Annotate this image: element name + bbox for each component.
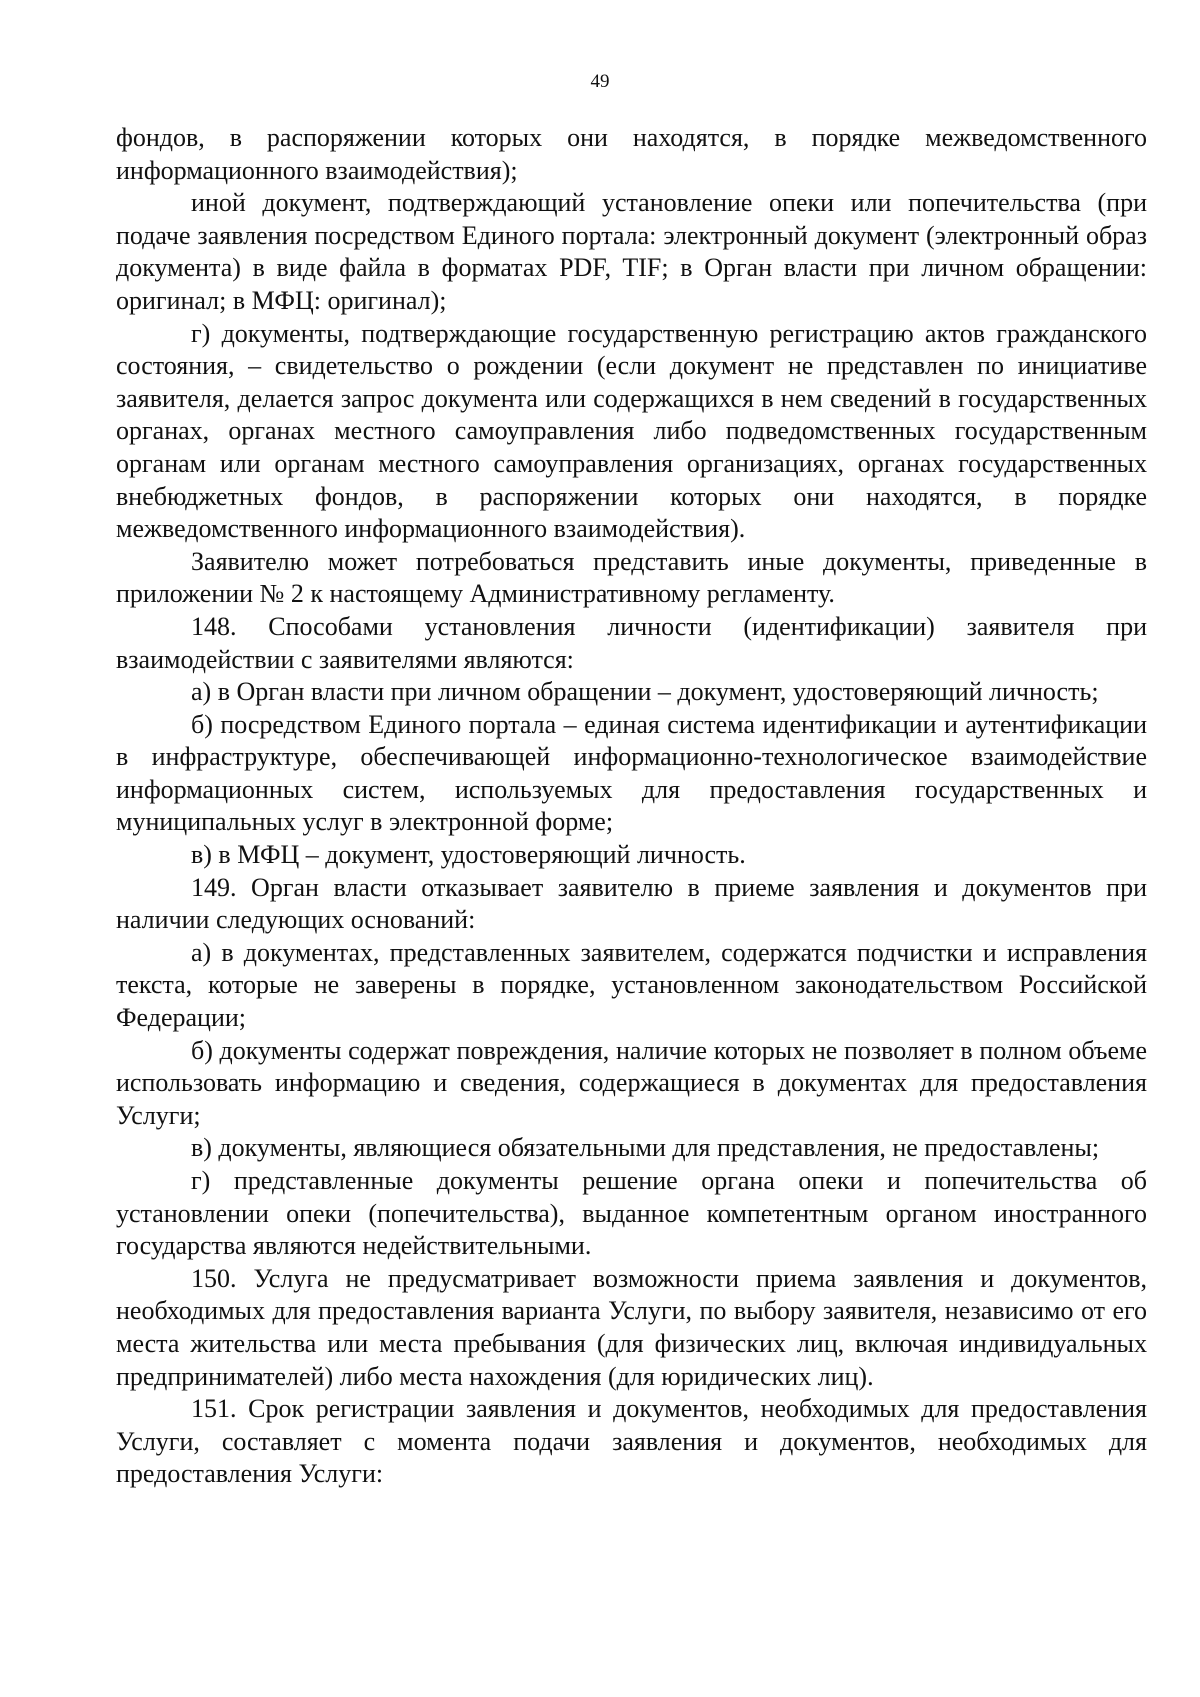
paragraph-150: 150. Услуга не предусматривает возможности приема заявления и документов, необходимых для предоставления варианта Услуги, по выбору заявителя, независимо от его места жительства или места пребывания (для физических лиц, включая индивидуальных предпринимателей) либо места нахождения (для юридических лиц). [116, 1263, 1147, 1391]
paragraph-148-a: а) в Орган власти при личном обращении – документ, удостоверяющий личность; [191, 677, 1099, 707]
paragraph-other-documents: Заявителю может потребоваться представить иные документы, приведенные в приложении № 2 к настоящему Административному регламенту. [116, 546, 1147, 609]
paragraph-149-v: в) документы, являющиеся обязательными для представления, не предоставлены; [191, 1133, 1100, 1163]
paragraph-guardianship-document: иной документ, подтверждающий установление опеки или попечительства (при подаче заявления посредством Единого портала: электронный документ (электронный образ документа) в виде файла в форматах PDF, TIF; в Орган власти при личном обращении: оригинал; в МФЦ: оригинал); [116, 188, 1147, 315]
paragraph-148-v: в) в МФЦ – документ, удостоверяющий личность. [191, 840, 746, 870]
paragraph-continuation: фондов, в распоряжении которых они находятся, в порядке межведомственного информационного взаимодействия); [116, 123, 1147, 185]
paragraph-149-g: г) представленные документы решение органа опеки и попечительства об установлении опеки (попечительства), выданное компетентным органом иностранного государства являются недействительными. [116, 1166, 1147, 1261]
document-body [116, 122, 1147, 1491]
paragraph-civil-status-documents: г) документы, подтверждающие государственную регистрацию актов гражданского состояния, – свидетельство о рождении (если документ не представлен по инициативе заявителя, делается запрос документа или содержащихся в нем сведений в государственных органах, органах местного самоуправления либо подведомственных государственным органам или органам местного самоуправления организациях, органах государственных внебюджетных фондов, в распоряжении которых они находятся, в порядке межведомственного информационного взаимодействия). [116, 318, 1147, 544]
paragraph-148: 148. Способами установления личности (идентификации) заявителя при взаимодействии с заявителями являются: [116, 611, 1147, 674]
paragraph-151: 151. Срок регистрации заявления и документов, необходимых для предоставления Услуги, составляет с момента подачи заявления и документов, необходимых для предоставления Услуги: [116, 1394, 1147, 1489]
paragraph-149-b: б) документы содержат повреждения, наличие которых не позволяет в полном объеме использовать информацию и сведения, содержащиеся в документах для предоставления Услуги; [116, 1035, 1147, 1130]
paragraph-149: 149. Орган власти отказывает заявителю в приеме заявления и документов при наличии следующих оснований: [116, 872, 1147, 935]
paragraph-149-a: а) в документах, представленных заявителем, содержатся подчистки и исправления текста, которые не заверены в порядке, установленном законодательством Российской Федерации; [116, 937, 1147, 1033]
page-number: 49 [590, 71, 610, 92]
paragraph-148-b: б) посредством Единого портала – единая система идентификации и аутентификации в инфраструктуре, обеспечивающей информационно-технологическое взаимодействие информационных систем, используемых для предоставления государственных и муниципальных услуг в электронной форме; [116, 709, 1147, 837]
